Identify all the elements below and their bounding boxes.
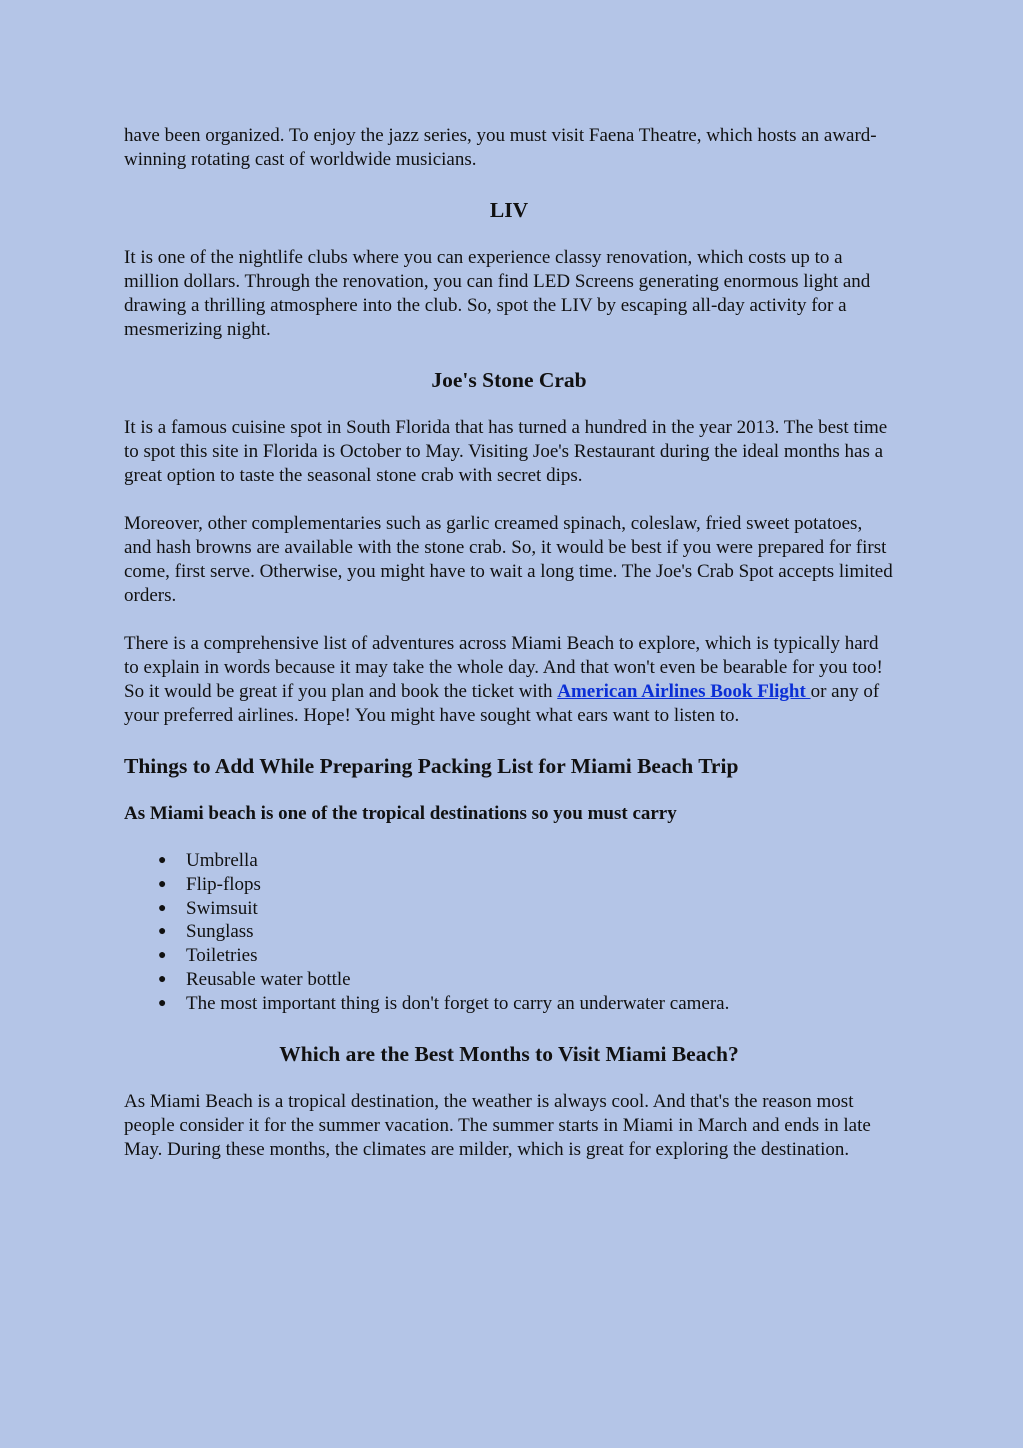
bullet-icon: ● [158,900,167,916]
list-item [124,873,894,897]
list-item [124,968,894,992]
list-item-text: The most important thing is don't forget to carry an underwater camera. [186,992,730,1014]
joes-heading: Joe's Stone Crab [431,368,587,392]
bullet-icon: ● [158,853,167,868]
list-item-text: Reusable water bottle [186,968,351,990]
months-paragraph: As Miami Beach is a tropical destination, the weather is always cool. And that's the reason most people consider it for the summer vacation. The summer starts in Miami in March and ends in late May. During these months, the climates are milder, which is great for exploring the destination. [124,1090,871,1160]
packing-lead: As Miami beach is one of the tropical destinations so you must carry [124,803,677,824]
list-item [124,897,894,921]
liv-heading: LIV [489,198,529,222]
joes-paragraph-3-text-before: There is a comprehensive list of adventures across Miami Beach to explore, which is typically hard to explain in words because it may take the whole day. And that won't even be bearable for you too! So it would be great if you plan and book the ticket with [124,633,883,702]
intro-paragraph: have been organized. To enjoy the jazz series, you must visit Faena Theatre, which hosts an award-winning rotating cast of worldwide musicians. [124,125,877,170]
american-airlines-book-flight-link[interactable]: American Airlines Book Flight [557,681,811,702]
liv-paragraph: It is one of the nightlife clubs where you can experience classy renovation, which costs up to a million dollars. Through the renovation, you can find LED Screens generating enormous light and drawing a thrilling atmosphere into the club. So, spot the LIV by escaping all-day activity for a mesmerizing night. [124,247,871,340]
list-item [124,944,894,968]
list-item [124,992,894,1016]
list-item [124,920,894,944]
bullet-icon: ● [158,995,167,1011]
bullet-icon: ● [158,948,167,964]
list-item [124,849,894,873]
list-item-text: Umbrella [186,850,258,871]
document-page [124,124,894,1162]
bullet-icon: ● [158,924,167,940]
list-item-text: Toiletries [186,945,258,967]
joes-paragraph-1: It is a famous cuisine spot in South Florida that has turned a hundred in the year 2013. The best time to spot this site in Florida is October to May. Visiting Joe's Restaurant during the ideal months has a great option to taste the seasonal stone crab with secret dips. [124,417,888,486]
months-heading: Which are the Best Months to Visit Miami Beach? [279,1041,739,1066]
bullet-icon: ● [158,876,167,892]
list-item-text: Swimsuit [186,897,258,919]
list-item-text: Flip-flops [186,873,261,895]
joes-paragraph-3-text-after: or any of your preferred airlines. Hope! You might have sought what ears want to listen to. [124,681,880,726]
packing-list [124,849,894,1016]
packing-heading: Things to Add While Preparing Packing List for Miami Beach Trip [124,754,739,778]
joes-paragraph-2: Moreover, other complementaries such as garlic creamed spinach, coleslaw, fried sweet potatoes, and hash browns are available with the stone crab. So, it would be best if you were prepared for first come, first serve. Otherwise, you might have to wait a long time. The Joe's Crab Spot accepts limited orders. [124,513,893,606]
bullet-icon: ● [158,971,167,987]
joes-paragraph-3 [124,632,894,728]
list-item-text: Sunglass [186,921,254,943]
